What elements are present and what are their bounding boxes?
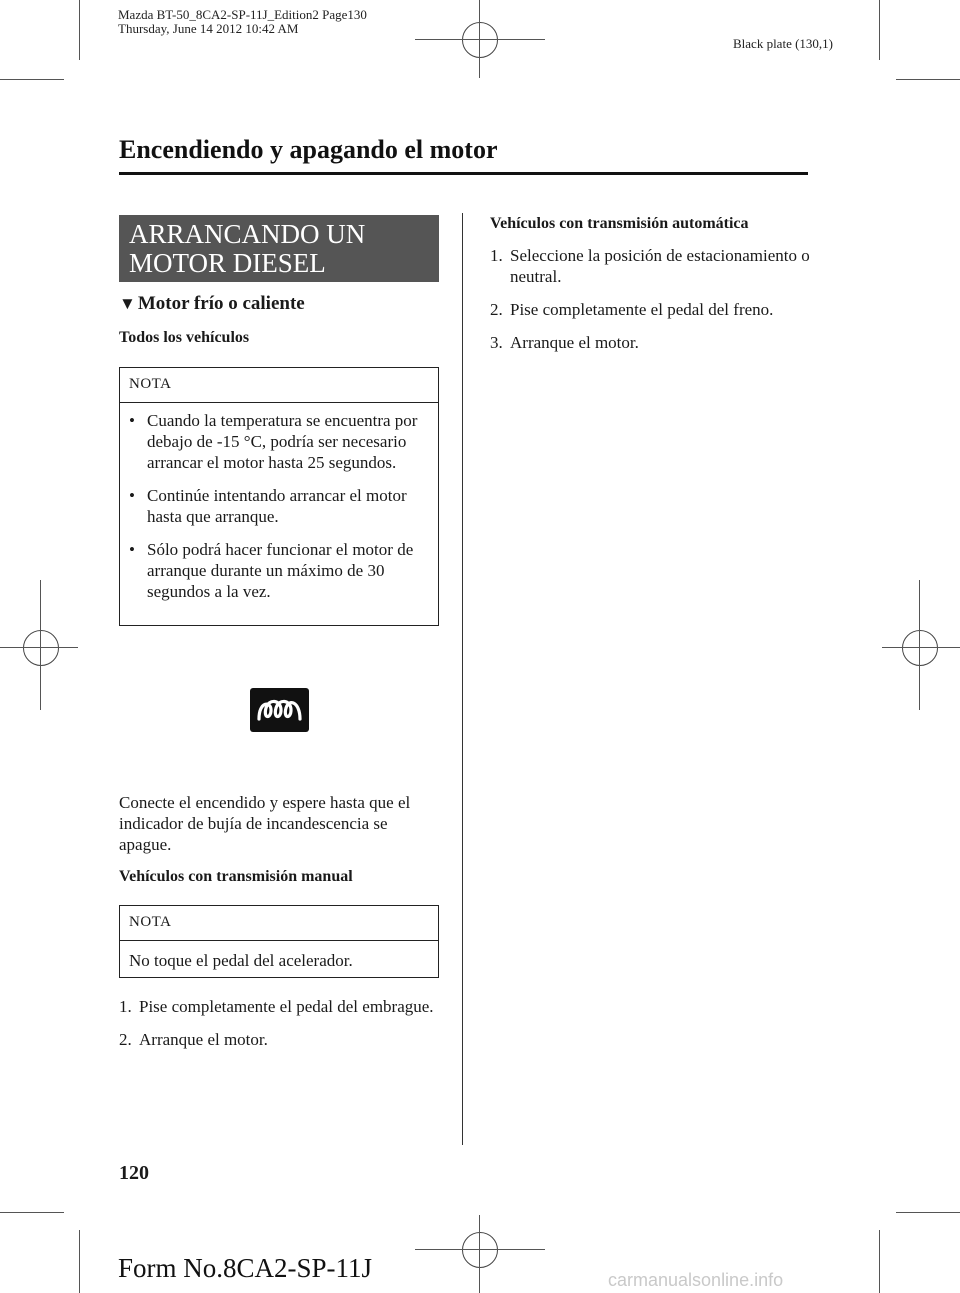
- note-divider: [120, 402, 438, 403]
- list-item: [490, 245, 810, 287]
- manual-heading: Vehículos con transmisión manual: [119, 868, 353, 885]
- section-title-rule: [119, 172, 808, 175]
- list-item: [119, 996, 439, 1017]
- step-text: Pise completamente el pedal del freno.: [510, 300, 774, 319]
- note-divider: [120, 940, 438, 941]
- banner-line-1: ARRANCANDO UN: [129, 219, 366, 249]
- note-bullet: [120, 485, 423, 527]
- step-number: 2.: [490, 300, 503, 319]
- bullet-icon: •: [129, 486, 135, 505]
- bullet-icon: •: [129, 411, 135, 430]
- all-vehicles-heading: Todos los vehículos: [119, 329, 250, 346]
- column-divider: [462, 213, 463, 1145]
- auto-steps: [490, 245, 810, 365]
- step-number: 3.: [490, 333, 503, 352]
- note-box-2: [119, 905, 439, 978]
- step-number: 2.: [119, 1030, 132, 1049]
- step-text: Seleccione la posición de estacionamiento o neutral.: [510, 246, 810, 286]
- auto-heading: Vehículos con transmisión automática: [490, 215, 749, 232]
- glow-plug-coil-icon: [250, 688, 309, 732]
- plate-info: Black plate (130,1): [733, 36, 833, 51]
- page-number: 120: [119, 1162, 149, 1184]
- subheading-text: Motor frío o caliente: [137, 293, 305, 314]
- note-bullet-text: Continúe intentando arrancar el motor hasta que arranque.: [147, 486, 407, 526]
- topic-banner: [119, 215, 439, 282]
- banner-line-2: MOTOR DIESEL: [129, 248, 326, 278]
- list-item: [490, 332, 810, 353]
- note-box-1: [119, 367, 439, 626]
- glow-plug-indicator-icon: [250, 688, 309, 732]
- note-bullet-text: Sólo podrá hacer funcionar el motor de arranque durante un máximo de 30 segundos a la vez.: [147, 540, 414, 601]
- note-bullet: [120, 410, 423, 473]
- step-text: Arranque el motor.: [510, 333, 639, 352]
- section-title: Encendiendo y apagando el motor: [119, 135, 498, 164]
- note-label: NOTA: [129, 914, 172, 930]
- bullet-icon: •: [129, 540, 135, 559]
- note-bullet: [120, 539, 423, 602]
- step-text: Arranque el motor.: [139, 1030, 268, 1049]
- note-bullets: [120, 410, 423, 614]
- list-item: [490, 299, 810, 320]
- note-label: NOTA: [129, 376, 172, 392]
- watermark: carmanualsonline.info: [608, 1270, 784, 1290]
- list-item: [119, 1029, 439, 1050]
- triangle-marker-icon: ▼: [119, 294, 136, 313]
- manual-steps: [119, 996, 439, 1062]
- subheading: [119, 293, 305, 315]
- file-info-line2: Thursday, June 14 2012 10:42 AM: [118, 21, 299, 36]
- note-text: No toque el pedal del acelerador.: [129, 951, 353, 970]
- glow-paragraph: Conecte el encendido y espere hasta que el indicador de bujía de incandescencia se apague.: [119, 793, 411, 854]
- step-number: 1.: [119, 997, 132, 1016]
- form-number: Form No.8CA2-SP-11J: [118, 1253, 373, 1283]
- note-bullet-text: Cuando la temperatura se encuentra por debajo de -15 °C, podría ser necesario arrancar el motor hasta 25 segundos.: [147, 411, 418, 472]
- file-info-line1: Mazda BT-50_8CA2-SP-11J_Edition2 Page130: [118, 7, 367, 22]
- step-number: 1.: [490, 246, 503, 265]
- step-text: Pise completamente el pedal del embrague.: [139, 997, 434, 1016]
